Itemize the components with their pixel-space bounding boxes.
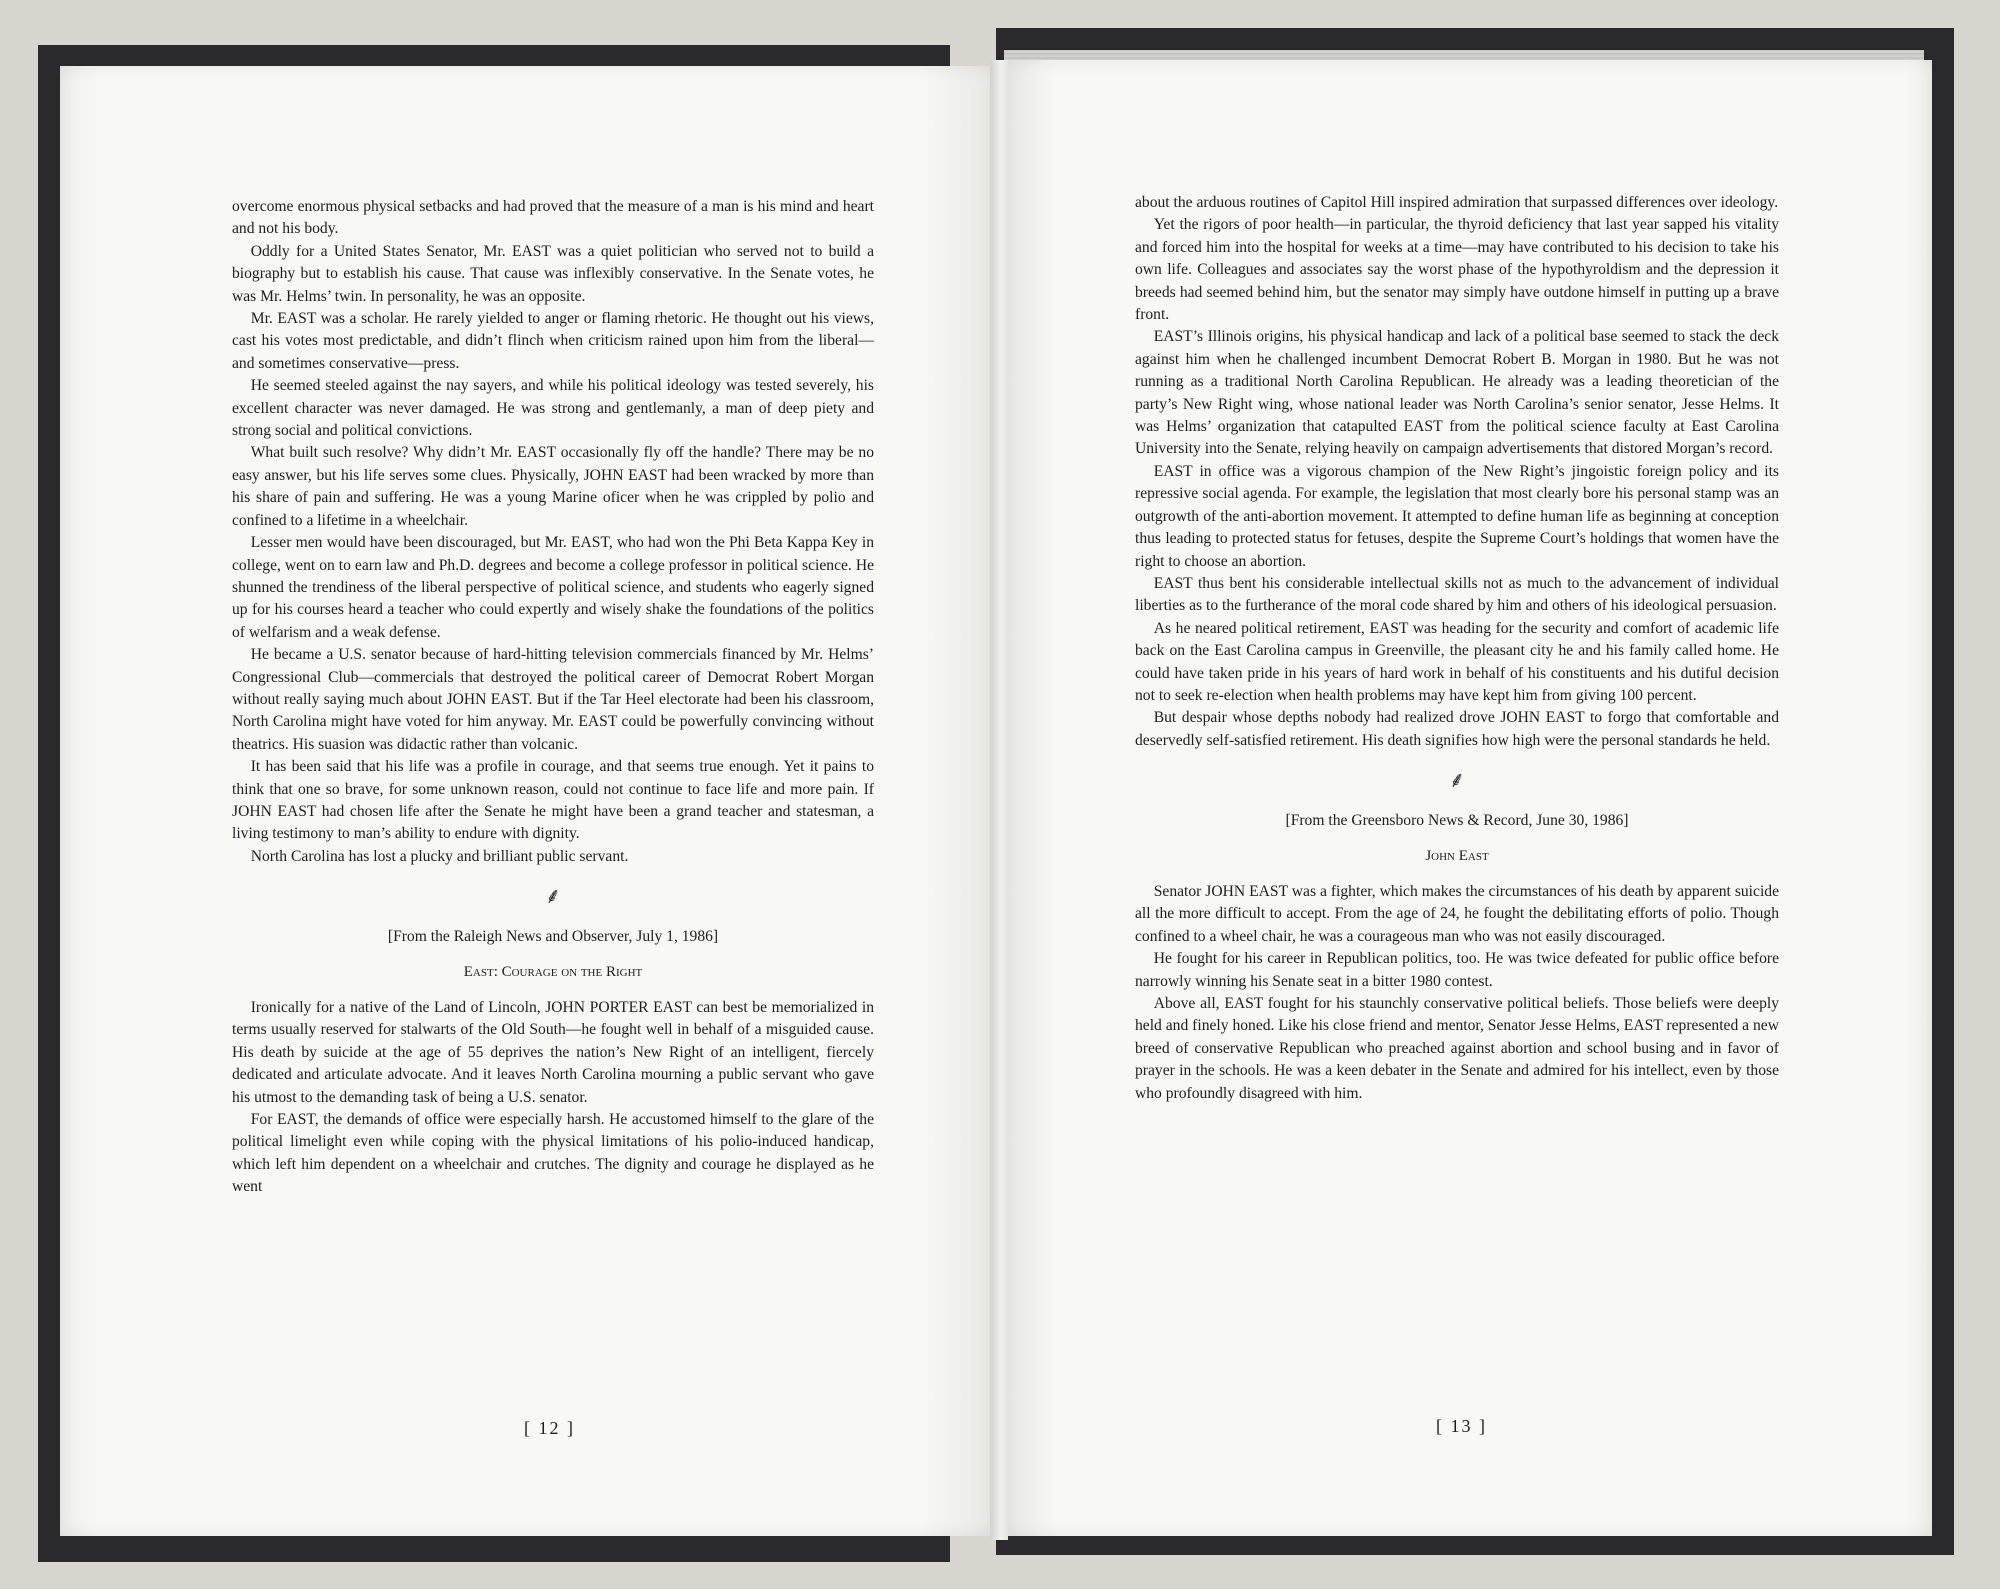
article-headline: East: Courage on the Right (463, 963, 643, 980)
paragraph: Ironically for a native of the Land of Lincoln, JOHN PORTER EAST can best be memorialized in terms usually reserved for stalwarts of the Old South—he fought well in behalf of a misguided cause. His death by suicide at the age of 55 deprives the nation’s New Right of an intelligent, fiercely dedicated and articulate advocate. And it leaves North Carolina mourning a public servant who gave his utmost to the demanding task of being a U.S. senator. (232, 999, 874, 1106)
left-page-text (232, 196, 874, 1199)
paragraph: For EAST, the demands of office were especially harsh. He accustomed himself to the glare of the political limelight even while coping with the physical limitations of his polio-induced handicap, which left him dependent on a wheelchair and crutches. The dignity and courage he displayed as he went (232, 1111, 874, 1196)
paragraph: He fought for his career in Republican politics, too. He was twice defeated for public office before narrowly winning his Senate seat in a bitter 1980 contest. (1135, 950, 1779, 990)
page-number: [ 12 ] (524, 1418, 575, 1438)
paragraph: Above all, EAST fought for his staunchly conservative political beliefs. Those beliefs were deeply held and finely honed. Like his close friend and mentor, Senator Jesse Helms, EAST represented a new breed of conservative Republican who preached against abortion and school busing and in favor of prayer in the schools. He was a keen debater in the Senate and admired for his intellect, even by those who profoundly disagreed with him. (1135, 995, 1779, 1102)
paragraph: He became a U.S. senator because of hard-hitting television commercials financed by Mr. Helms’ Congressional Club—commercials that destroyed the political career of Democrat Robert Morgan without really saying much about JOHN EAST. But if the Tar Heel electorate had been his classroom, North Carolina might have voted for him anyway. Mr. EAST could be powerfully convincing without theatrics. His suasion was didactic rather than volcanic. (232, 646, 874, 753)
paragraph: overcome enormous physical setbacks and had proved that the measure of a man is his mind and heart and not his body. (232, 198, 874, 238)
paragraph: But despair whose depths nobody had realized drove JOHN EAST to forgo that comfortable and deservedly self-satisfied retirement. His death signifies how high were the personal standards he held. (1135, 709, 1779, 749)
paragraph: What built such resolve? Why didn’t Mr. EAST occasionally fly off the handle? There may be no easy answer, but his life serves some clues. Physically, JOHN EAST had been wracked by more than his share of pain and suffering. He was a young Marine oficer when he was crippled by polio and confined to a lifetime in a wheelchair. (232, 444, 874, 529)
paragraph: Yet the rigors of poor health—in particular, the thyroid deficiency that last year sapped his vitality and forced him into the hospital for weeks at a time—may have contributed to his decision to take his own life. Colleagues and associates say the worst phase of the hypothyroldism and the depression it breeds had seemed behind him, but the senator may simply have outdone himself in putting up a brave front. (1135, 216, 1779, 324)
right-page-text (1135, 192, 1779, 1105)
paragraph: Senator JOHN EAST was a fighter, which makes the circumstances of his death by apparent suicide all the more difficult to accept. From the age of 24, he fought the debilitating efforts of polio. Though confined to a wheel chair, he was a courageous man who was not easily discouraged. (1135, 882, 1779, 945)
paragraph: He seemed steeled against the nay sayers, and while his political ideology was tested severely, his excellent character was never damaged. He was strong and gentlemanly, a man of deep piety and strong social and political convictions. (232, 377, 874, 440)
paragraph: North Carolina has lost a plucky and brilliant public servant. (250, 847, 629, 865)
paragraph: EAST thus bent his considerable intellectual skills not as much to the advancement of individual liberties as to the furtherance of the moral code shared by him and others of his ideological persuasion. (1135, 574, 1779, 615)
paragraph: EAST’s Illinois origins, his physical handicap and lack of a political base seemed to stack the deck against him when he challenged incumbent Democrat Robert B. Morgan in 1980. But he was not running as a traditional North Carolina Republican. He already was a leading theoretician of the party’s New Right wing, whose national leader was North Carolina’s senior senator, Jesse Helms. It was Helms’ organization that catapulted EAST from the political science faculty at East Carolina University into the Senate, relying heavily on campaign advertisements that distored Morgan’s record. (1135, 328, 1779, 458)
paragraph: Mr. EAST was a scholar. He rarely yielded to anger or flaming rhetoric. He thought out his views, cast his votes most predictable, and didn’t flinch when criticism rained upon him from the liberal—and sometimes conservative—press. (232, 310, 874, 372)
article-headline: John East (1425, 847, 1489, 864)
paragraph: As he neared political retirement, EAST was heading for the security and comfort of academic life back on the East Carolina campus in Greenville, the pleasant city he and his family called home. He could have taken pride in his years of hard work in behalf of his constituents and his dutiful decision not to seek re-election when health problems may have kept him from giving 100 percent. (1135, 619, 1779, 704)
paragraph: about the arduous routines of Capitol Hill inspired admiration that surpassed differences over ideology. (1135, 194, 1779, 211)
paragraph: It has been said that his life was a profile in courage, and that seems true enough. Yet it pains to think that one so brave, for some unknown reason, could not continue to face life and more pain. If JOHN EAST had chosen life after the Senate he might have been a grand teacher and statesman, a living testimony to man’s ability to endure with dignity. (232, 758, 874, 843)
ornament-divider: ⸙ (544, 883, 562, 909)
source-citation: [From the Raleigh News and Observer, July 1, 1986] (387, 928, 719, 946)
paragraph: EAST in office was a vigorous champion of the New Right’s jingoistic foreign policy and its repressive social agenda. For example, the legislation that most clearly bore his personal stamp was an outgrowth of the anti-abortion movement. It attempted to define human life as beginning at conception thus leading to protected status for fetuses, despite the Supreme Court’s holdings that women have the right to choose an abortion. (1135, 462, 1779, 570)
book-gutter (990, 60, 1008, 1540)
ornament-divider: ⸙ (1448, 767, 1466, 793)
source-citation: [From the Greensboro News & Record, June 30, 1986] (1285, 812, 1629, 830)
paragraph: Oddly for a United States Senator, Mr. EAST was a quiet politician who served not to build a biography but to establish his cause. That cause was inflexibly conservative. In the Senate votes, he was Mr. Helms’ twin. In personality, he was an opposite. (232, 242, 874, 305)
page-number: [ 13 ] (1436, 1416, 1487, 1436)
paragraph: Lesser men would have been discouraged, but Mr. EAST, who had won the Phi Beta Kappa Key in college, went on to earn law and Ph.D. degrees and become a college professor in political science. He shunned the trendiness of the liberal perspective of political science, and students who eagerly signed up for his courses heard a teacher who could expertly and wisely shake the foundations of the politics of welfarism and a weak defense. (232, 534, 874, 641)
